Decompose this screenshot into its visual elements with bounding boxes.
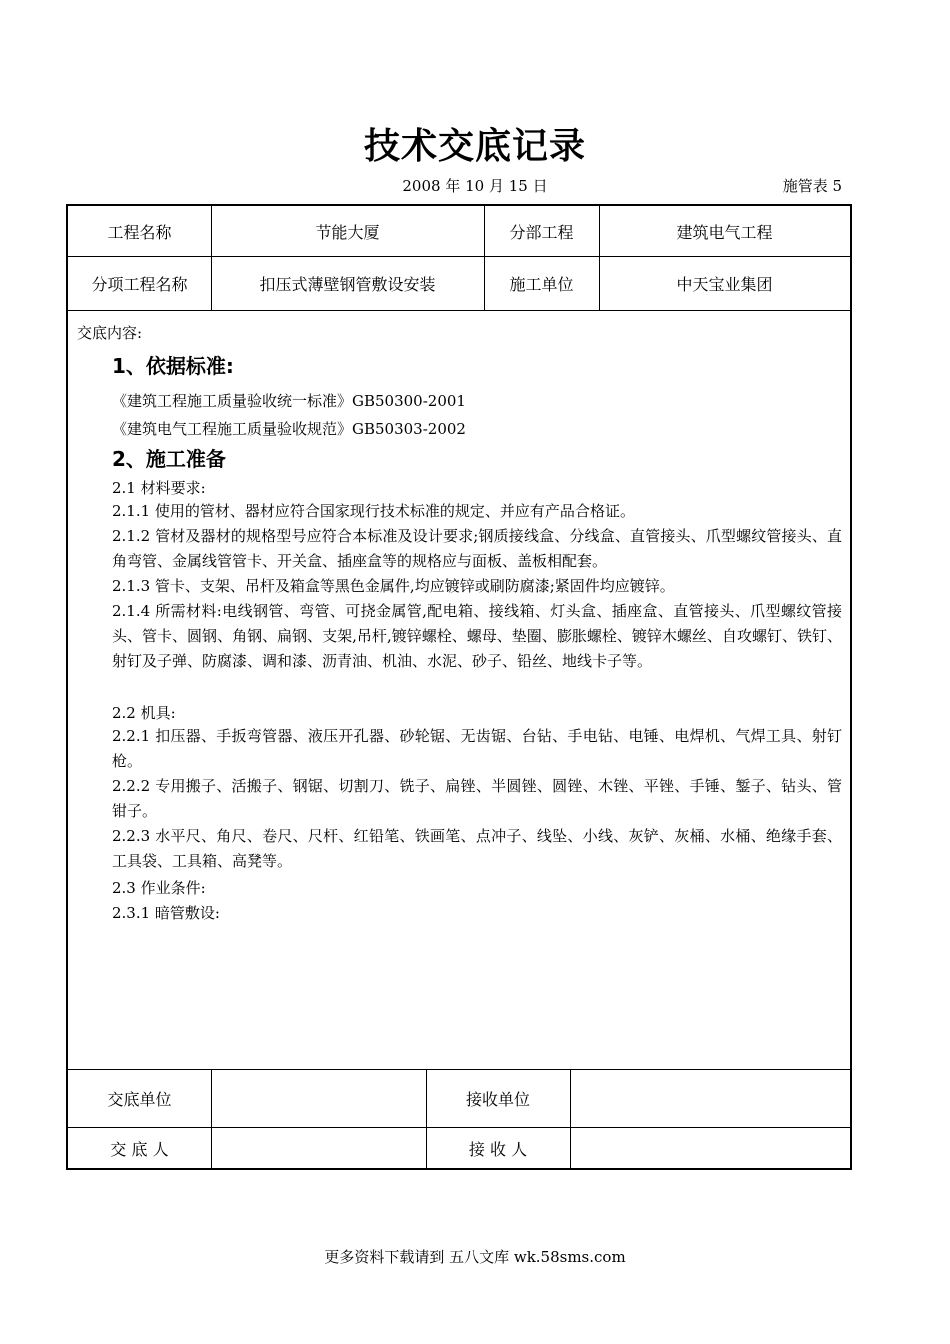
item-2-2-2: 2.2.2 专用搬子、活搬子、钢锯、切割刀、铣子、扁锉、半圆锉、圆锉、木锉、平锉、手锤、錾子、钻头、管钳子。 <box>112 777 842 820</box>
sign-row-units <box>68 1070 850 1128</box>
contractor-label: 施工单位 <box>509 275 574 294</box>
division-label: 分部工程 <box>509 222 574 242</box>
item-2-1-3: 2.1.3 管卡、支架、吊杆及箱盒等黑色金属件,均应镀锌或刷防腐漆;紧固件均应镀锌。 <box>112 577 675 595</box>
date: 2008 年 10 月 15 日 <box>402 177 548 195</box>
page-title: 技术交底记录 <box>363 126 586 167</box>
sign-row-persons <box>68 1128 850 1168</box>
heading-standards: 1、依据标准: <box>112 354 234 378</box>
info-row-subitem <box>68 257 850 311</box>
item-2-1-2: 2.1.2 管材及器材的规格型号应符合本标准及设计要求;钢质接线盒、分线盒、直管接头、爪型螺纹管接头、直角弯管、金属线管管卡、开关盒、插座盒等的规格应与面板、盖板相配套。 <box>112 527 842 570</box>
item-2-1-4: 2.1.4 所需材料:电线钢管、弯管、可挠金属管,配电箱、接线箱、灯头盒、插座盒、直管接头、爪型螺纹管接头、管卡、圆钢、角钢、扁钢、支架,吊杆,镀锌螺栓、螺母、垫圈、膨胀螺栓、镀锌木螺丝、自攻螺钉、铁钉、射钉及子弹、防腐漆、调和漆、沥青油、机油、水泥、砂子、铅丝、地线卡子等。 <box>112 602 842 670</box>
division-value: 建筑电气工程 <box>676 222 773 242</box>
receiver-unit-value <box>570 1070 850 1127</box>
content-label: 交底内容: <box>77 324 143 342</box>
project-name-value: 节能大厦 <box>315 222 380 242</box>
receiver-value <box>570 1128 850 1168</box>
item-2-3: 2.3 作业条件: <box>112 879 206 897</box>
heading-preparation: 2、施工准备 <box>112 447 226 471</box>
standard-1: 《建筑工程施工质量验收统一标准》GB50300-2001 <box>112 392 466 410</box>
content-section <box>68 310 850 1070</box>
subitem-value: 扣压式薄壁钢管敷设安装 <box>259 275 436 294</box>
receiver-unit-label: 接收单位 <box>465 1090 530 1109</box>
receiver-label: 接 收 人 <box>468 1139 528 1159</box>
item-2-3-1: 2.3.1 暗管敷设: <box>112 904 220 922</box>
item-2-1-1: 2.1.1 使用的管材、器材应符合国家现行技术标准的规定、并应有产品合格证。 <box>112 502 635 520</box>
subitem-label: 分项工程名称 <box>91 275 188 294</box>
project-name-label: 工程名称 <box>107 222 172 242</box>
contractor-value: 中天宝业集团 <box>676 275 773 294</box>
footer-note: 更多资料下载请到 五八文库 wk.58sms.com <box>324 1248 626 1266</box>
item-2-2-1: 2.2.1 扣压器、手扳弯管器、液压开孔器、砂轮锯、无齿锯、台钻、手电钻、电锤、电焊机、气焊工具、射钉枪。 <box>112 727 842 770</box>
standard-2: 《建筑电气工程施工质量验收规范》GB50303-2002 <box>112 420 466 438</box>
item-2-2: 2.2 机具: <box>112 704 176 722</box>
record-table <box>66 204 852 1170</box>
issuer-value <box>211 1128 426 1168</box>
issuer-label: 交 底 人 <box>110 1139 169 1159</box>
item-2-2-3: 2.2.3 水平尺、角尺、卷尺、尺杆、红铅笔、铁画笔、点冲子、线坠、小线、灰铲、灰桶、水桶、绝缘手套、工具袋、工具箱、高凳等。 <box>112 827 842 870</box>
issuer-unit-label: 交底单位 <box>107 1090 172 1109</box>
info-row-project <box>68 206 850 257</box>
item-2-1: 2.1 材料要求: <box>112 479 206 497</box>
issuer-unit-value <box>211 1070 426 1127</box>
form-number: 施管表 5 <box>782 177 842 195</box>
